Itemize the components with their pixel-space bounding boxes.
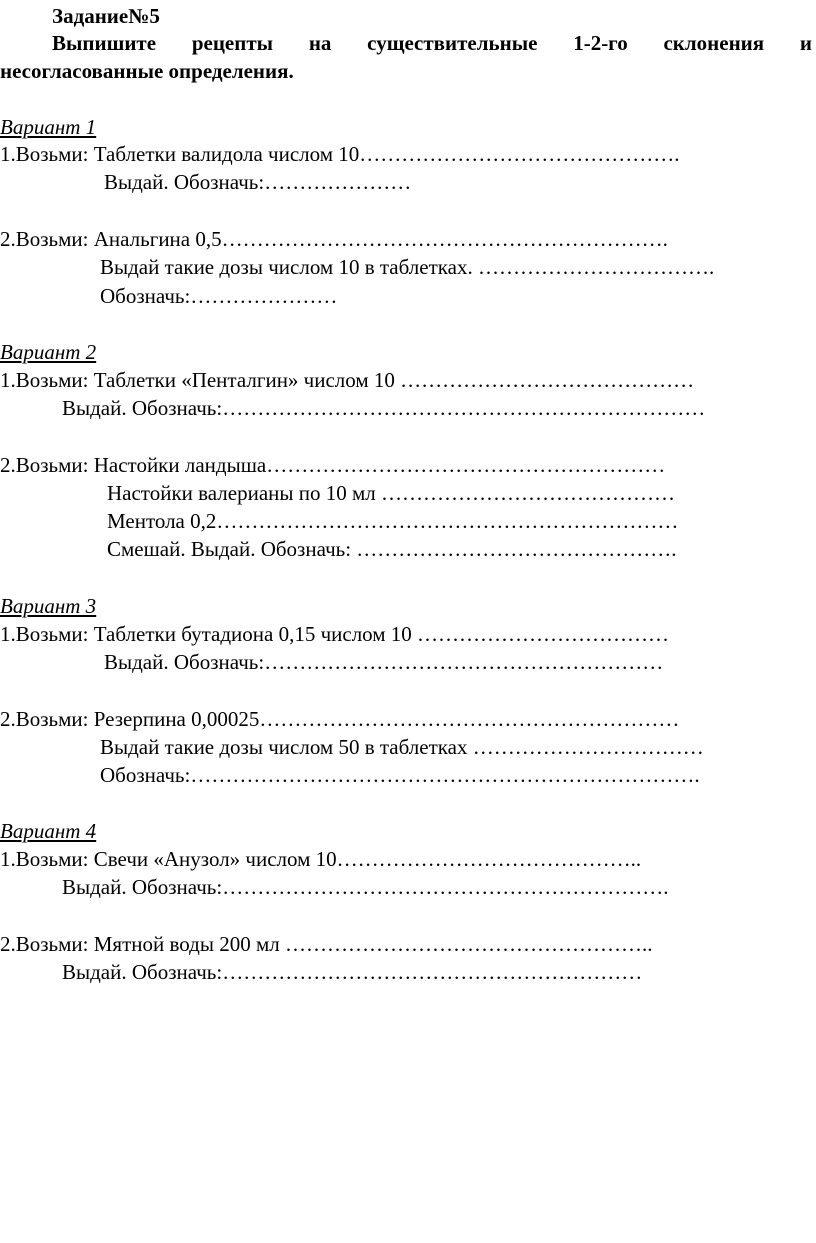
variant3-heading: Вариант 3 [0,594,97,618]
variant1-heading: Вариант 1 [0,115,97,139]
variant2-recipe2-line2: Настойки валерианы по 10 мл …………………………………… [107,481,675,505]
variant2-recipe2-line4: Смешай. Выдай. Обозначь: ………………………………………. [107,537,677,561]
variant2-recipe2-line3: Ментола 0,2………………………………………………………… [107,509,679,533]
variant3-recipe2-line1: 2.Возьми: Резерпина 0,00025…………………………………………………… [0,707,680,731]
task-instruction-line2: несогласованные определения. [0,59,294,83]
variant2-recipe1-line1: 1.Возьми: Таблетки «Пенталгин» числом 10 …………………………………… [0,368,695,392]
variant4-recipe1-line2: Выдай. Обозначь:………………………………………………………. [62,875,669,899]
variant1-recipe2-line3: Обозначь:………………… [100,284,338,308]
variant3-recipe1-line2: Выдай. Обозначь:………………………………………………… [104,650,664,674]
variant3-recipe2-line2: Выдай такие дозы числом 50 в таблетках …………………………… [100,735,704,759]
variant4-recipe2-line2: Выдай. Обозначь:…………………………………………………… [62,960,643,984]
variant1-recipe2-line2: Выдай такие дозы числом 10 в таблетках. ……………………………. [100,255,715,279]
variant2-heading: Вариант 2 [0,340,97,364]
variant2-recipe2-line1: 2.Возьми: Настойки ландыша………………………………………………… [0,453,666,477]
variant2-recipe1-line2: Выдай. Обозначь:…………………………………………………………… [62,396,706,420]
variant3-recipe2-line3: Обозначь:………………………………………………………………. [100,763,700,787]
variant4-heading: Вариант 4 [0,819,97,843]
variant4-recipe1-line1: 1.Возьми: Свечи «Анузол» числом 10…………………………………….. [0,847,642,871]
task-instruction-line1: Выпишите рецепты на существительные 1-2-го склонения и [52,31,812,55]
variant1-recipe2-line1: 2.Возьми: Анальгина 0,5………………………………………………………. [0,227,668,251]
variant1-recipe1-line2: Выдай. Обозначь:………………… [104,170,412,194]
variant4-recipe2-line1: 2.Возьми: Мятной воды 200 мл …………………………………………….. [0,932,653,956]
variant3-recipe1-line1: 1.Возьми: Таблетки бутадиона 0,15 числом 10 ……………………………… [0,622,670,646]
task-title: Задание№5 [52,4,160,28]
variant1-recipe1-line1: 1.Возьми: Таблетки валидола числом 10………………………………………. [0,142,680,166]
